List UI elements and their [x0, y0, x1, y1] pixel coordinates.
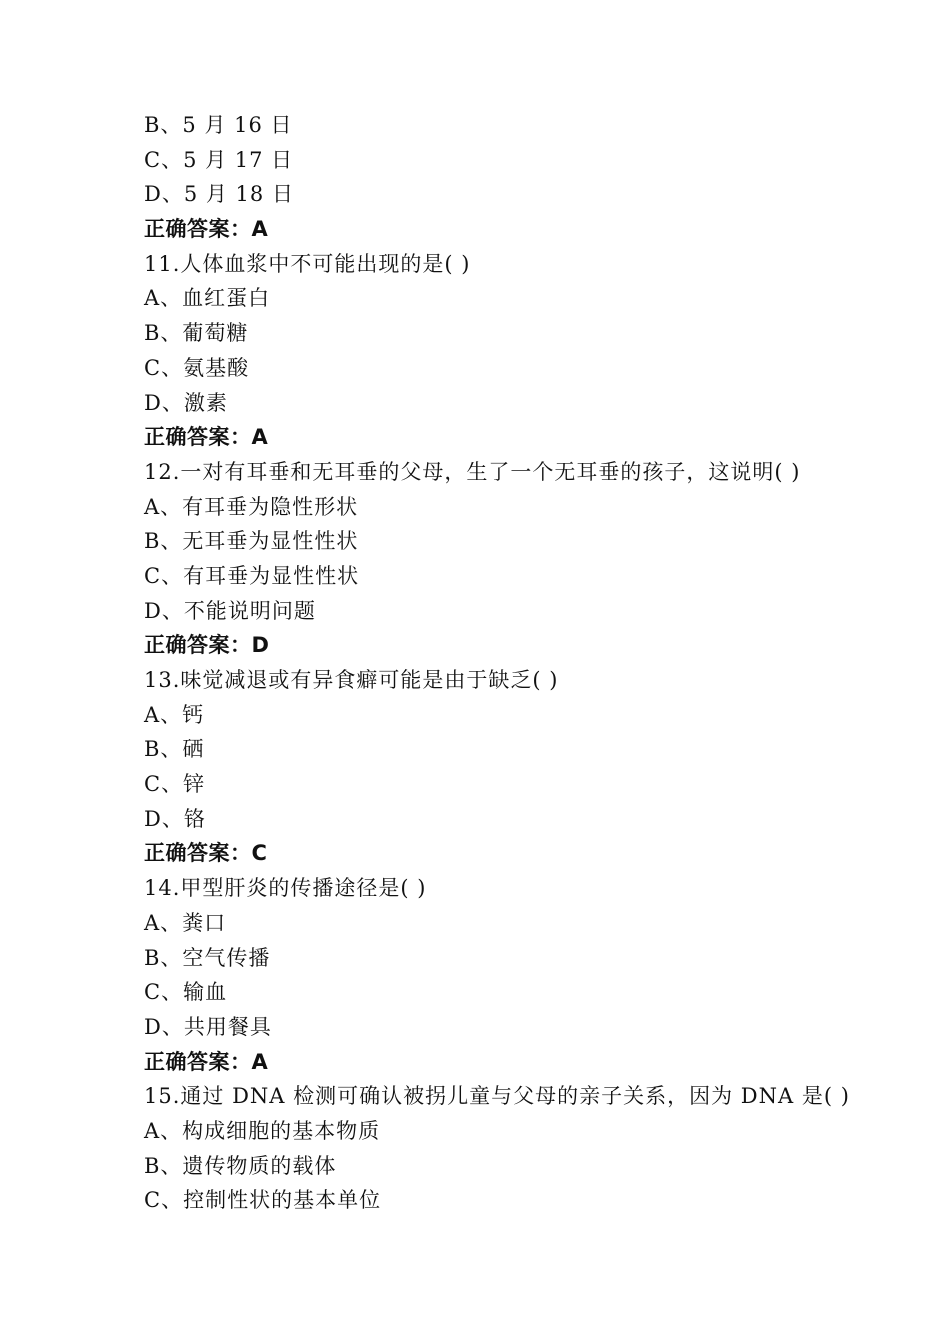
- option-line: B、葡萄糖: [144, 321, 249, 346]
- option-line: D、不能说明问题: [144, 598, 316, 623]
- option-line: C、锌: [144, 772, 206, 797]
- option-line: D、激素: [144, 390, 228, 415]
- option-line: B、硒: [144, 737, 205, 762]
- option-line: A、血红蛋白: [144, 286, 271, 311]
- correct-answer: 正确答案：A: [144, 1049, 269, 1074]
- option-line: A、粪口: [144, 910, 227, 935]
- question-11: 11.人体血浆中不可能出现的是( ): [144, 251, 471, 276]
- option-line: B、遗传物质的载体: [144, 1153, 337, 1178]
- question-13: 13.味觉减退或有异食癖可能是由于缺乏( ): [144, 668, 559, 692]
- option-line: C、输血: [144, 980, 228, 1005]
- option-line: D、共用餐具: [144, 1014, 272, 1039]
- option-line: B、无耳垂为显性性状: [144, 529, 359, 554]
- correct-answer: 正确答案：C: [144, 841, 268, 866]
- option-line: C、5 月 17 日: [144, 147, 294, 172]
- option-line: C、控制性状的基本单位: [144, 1188, 382, 1213]
- option-line: B、空气传播: [144, 945, 271, 970]
- question-15: 15.通过 DNA 检测可确认被拐儿童与父母的亲子关系，因为 DNA 是( ): [144, 1084, 850, 1109]
- correct-answer: 正确答案：D: [144, 633, 270, 658]
- question-12: 12.一对有耳垂和无耳垂的父母，生了一个无耳垂的孩子，这说明( ): [144, 459, 801, 484]
- option-line: C、氨基酸: [144, 355, 250, 380]
- quiz-content: [144, 108, 904, 1218]
- option-line: A、钙: [144, 702, 205, 727]
- correct-answer: 正确答案：A: [144, 217, 269, 242]
- option-line: C、有耳垂为显性性状: [144, 563, 360, 588]
- option-line: D、铬: [144, 806, 206, 831]
- correct-answer: 正确答案：A: [144, 425, 269, 450]
- option-line: B、5 月 16 日: [144, 113, 293, 137]
- option-line: A、构成细胞的基本物质: [144, 1118, 381, 1143]
- option-line: A、有耳垂为隐性形状: [144, 494, 359, 519]
- question-14: 14.甲型肝炎的传播途径是( ): [144, 876, 427, 901]
- option-line: D、5 月 18 日: [144, 182, 294, 207]
